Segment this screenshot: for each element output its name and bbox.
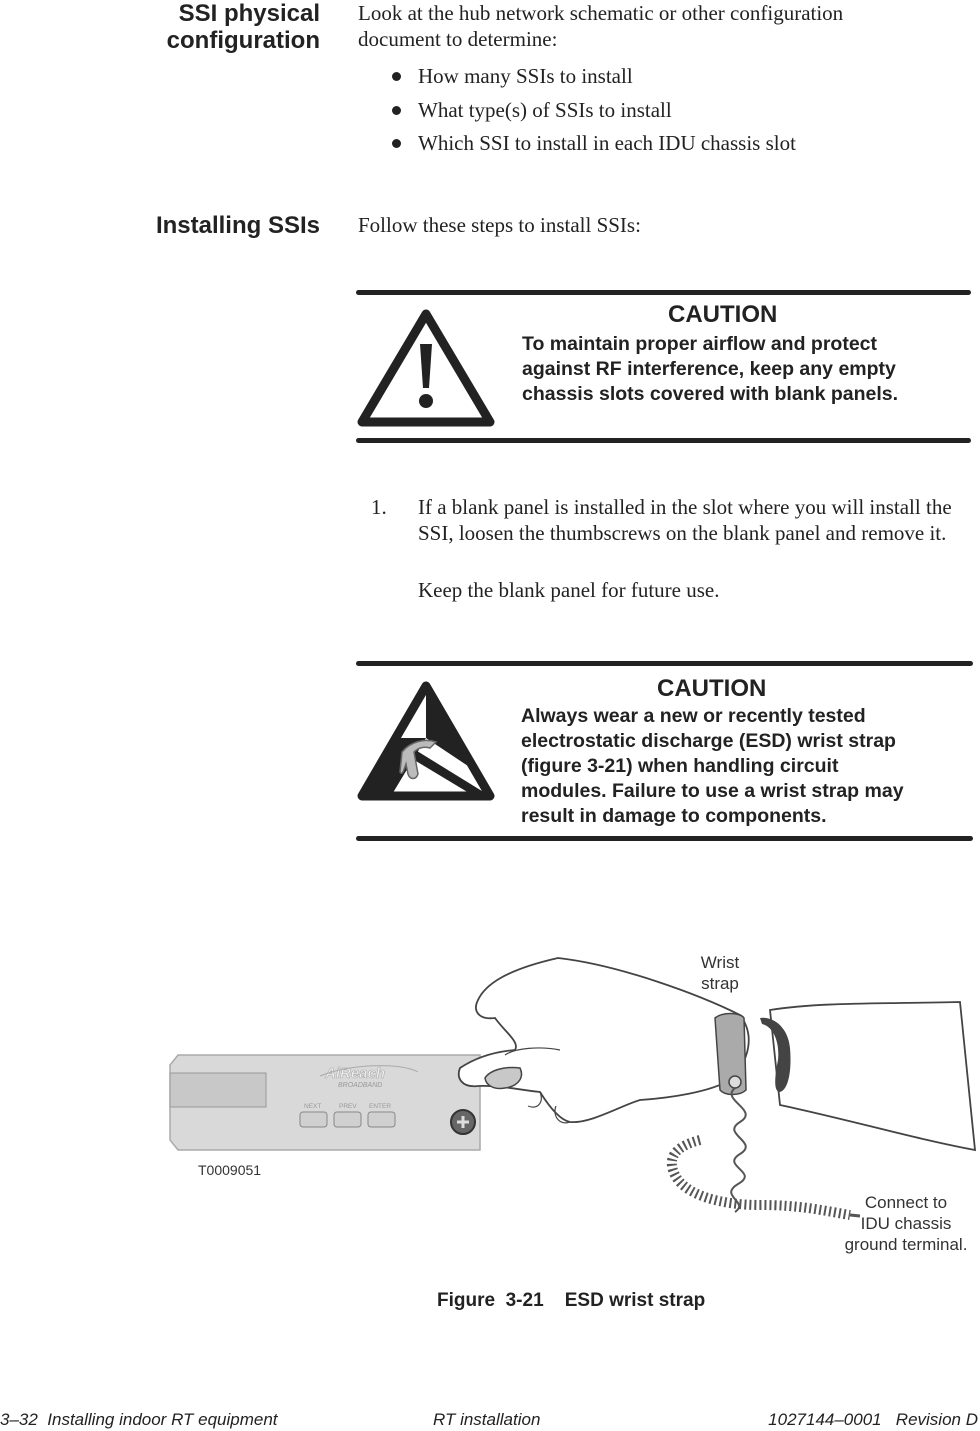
footer-center: RT installation [433,1410,541,1429]
sleeve-drawing [770,1002,975,1150]
caution-title: CAUTION [657,675,767,702]
caution-line: result in damage to components. [521,805,827,827]
intro-paragraph: Look at the hub network schematic or other configuration document to determine: [358,1,844,51]
footer-left: 3–32 Installing indoor RT equipment [0,1410,278,1429]
caution-line: Always wear a new or recently tested [521,705,866,727]
intro-paragraph: Follow these steps to install SSIs: [358,213,641,237]
caution-line: chassis slots covered with blank panels. [522,383,899,405]
caution-bottom-rule [356,438,971,443]
esd-warning-icon [356,680,496,804]
caution-line: modules. Failure to use a wrist strap may [521,780,904,802]
warning-exclamation-icon [356,306,496,428]
step-text: If a blank panel is installed in the slot where you will install the SSI, loosen the thumbscrews on the blank panel and remove it. [418,495,952,545]
connect-instruction-label [836,1192,976,1255]
caution-bottom-rule [356,836,973,841]
figure-caption: Figure 3-21 ESD wrist strap [437,1290,706,1311]
panel-sub-label: BROADBAND [338,1082,383,1089]
coil-cord-lower [672,1140,850,1215]
heading-line: SSI physical [178,0,320,27]
label-line: IDU chassis [860,1214,952,1233]
wrist-strap-label [690,952,750,994]
caution-text [522,332,898,407]
panel-brand-label: AiReach [325,1065,386,1082]
list-item: How many SSIs to install [392,62,796,96]
prev-label: PREV [339,1103,357,1110]
list-item: What type(s) of SSIs to install [392,96,796,130]
caution-line: electrostatic discharge (ESD) wrist strap [521,730,896,752]
enter-label: ENTER [369,1103,392,1110]
step-note: Keep the blank panel for future use. [418,578,720,602]
caution-top-rule [356,290,971,295]
caution-text [521,704,904,829]
coil-cord [731,1088,746,1212]
front-panel-drawing [170,1055,480,1150]
next-label: NEXT [304,1103,322,1110]
section-heading-ssi-physical-configuration [167,0,320,54]
bullet-list [392,62,796,163]
heading-line: configuration [166,27,320,54]
caution-top-rule [356,661,973,666]
caution-line: (figure 3-21) when handling circuit [521,755,839,777]
caution-line: against RF interference, keep any empty [522,358,896,380]
label-line: strap [701,974,739,993]
label-line: Connect to [864,1193,948,1212]
drawing-id: T0009051 [198,1162,262,1178]
footer-right: 1027144–0001 Revision D [768,1410,978,1429]
label-line: Wrist [700,953,740,972]
step-number: 1. [371,495,387,519]
section-heading-installing-ssis: Installing SSIs [155,212,320,239]
caution-title: CAUTION [668,301,778,328]
list-item: Which SSI to install in each IDU chassis slot [392,129,796,163]
caution-line: To maintain proper airflow and protect [522,333,877,355]
label-line: ground terminal. [844,1235,968,1254]
